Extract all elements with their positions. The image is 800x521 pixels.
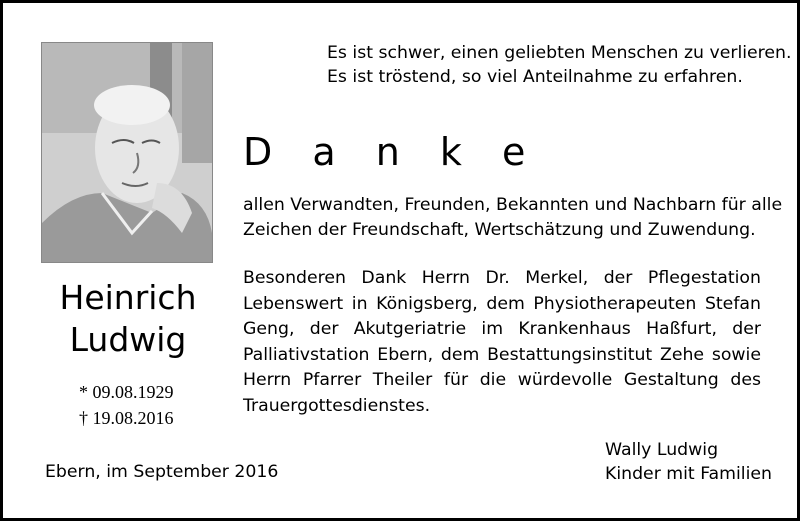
death-date: † 19.08.2016 <box>79 408 174 428</box>
signature-family: Kinder mit Familien <box>605 464 772 484</box>
word: des <box>730 370 761 390</box>
word: Königsberg, <box>376 293 478 314</box>
word: Physiotherapeuten <box>533 293 697 314</box>
portrait-photo <box>41 42 213 263</box>
word: für <box>443 370 469 390</box>
word: im <box>481 319 504 339</box>
word: Pfarrer <box>302 370 362 390</box>
thanks-paragraph <box>243 193 783 243</box>
word: dem <box>440 344 480 365</box>
word: Dr. <box>485 268 510 288</box>
word: Merkel, <box>525 268 589 288</box>
word: Pflegestation <box>647 268 761 288</box>
word: der <box>603 268 633 288</box>
word: in <box>351 293 368 314</box>
word: dem <box>486 293 525 314</box>
word: Lebenswert <box>243 293 344 314</box>
special-thanks-line <box>243 394 761 420</box>
signature-name: Wally Ludwig <box>605 440 719 460</box>
word: Bestattungsinstitut <box>487 344 653 365</box>
thanks-heading: D a n k e <box>243 130 540 174</box>
special-thanks-line <box>243 266 761 292</box>
word: Dank <box>361 268 407 288</box>
word: Theiler <box>372 370 433 390</box>
word: Krankenhaus <box>518 319 631 339</box>
deceased-first-name: Heinrich <box>59 278 197 317</box>
word: Akutgeriatrie <box>353 319 467 339</box>
word: würdevolle <box>517 370 613 390</box>
thanks-line: allen Verwandten, Freunden, Bekannten und Nachbarn für alle <box>243 195 783 215</box>
word: die <box>479 370 507 390</box>
deceased-last-name: Ludwig <box>69 320 187 359</box>
special-thanks-line <box>243 292 761 318</box>
word: Zehe <box>660 344 705 365</box>
special-thanks-line <box>243 317 761 343</box>
motto-line: Es ist schwer, einen geliebten Menschen zu verlieren. <box>327 43 792 63</box>
signature-block <box>605 438 772 486</box>
special-thanks-paragraph <box>243 266 761 419</box>
word: Stefan <box>704 293 761 314</box>
special-thanks-line <box>243 368 761 394</box>
word: Herrn <box>421 268 470 288</box>
word: Gestaltung <box>623 370 719 390</box>
thanks-line: Zeichen der Freundschaft, Wertschätzung und Zuwendung. <box>243 220 756 240</box>
word: sowie <box>711 344 761 365</box>
portrait-image <box>42 43 212 262</box>
motto-line: Es ist tröstend, so viel Anteilnahme zu erfahren. <box>327 67 743 87</box>
word: der <box>309 319 339 339</box>
word: Besonderen <box>243 268 346 288</box>
word: der <box>732 319 761 339</box>
word: Haßfurt, <box>646 319 717 339</box>
word: Ebern, <box>377 344 434 365</box>
word: Herrn <box>243 370 292 390</box>
birth-date: * 09.08.1929 <box>79 382 174 402</box>
motto-text <box>327 41 792 89</box>
special-thanks-line <box>243 343 761 369</box>
place-and-date: Ebern, im September 2016 <box>45 462 279 482</box>
word: Palliativstation <box>243 344 370 365</box>
word: Trauergottesdienstes. <box>243 395 431 416</box>
word: Geng, <box>243 319 295 339</box>
